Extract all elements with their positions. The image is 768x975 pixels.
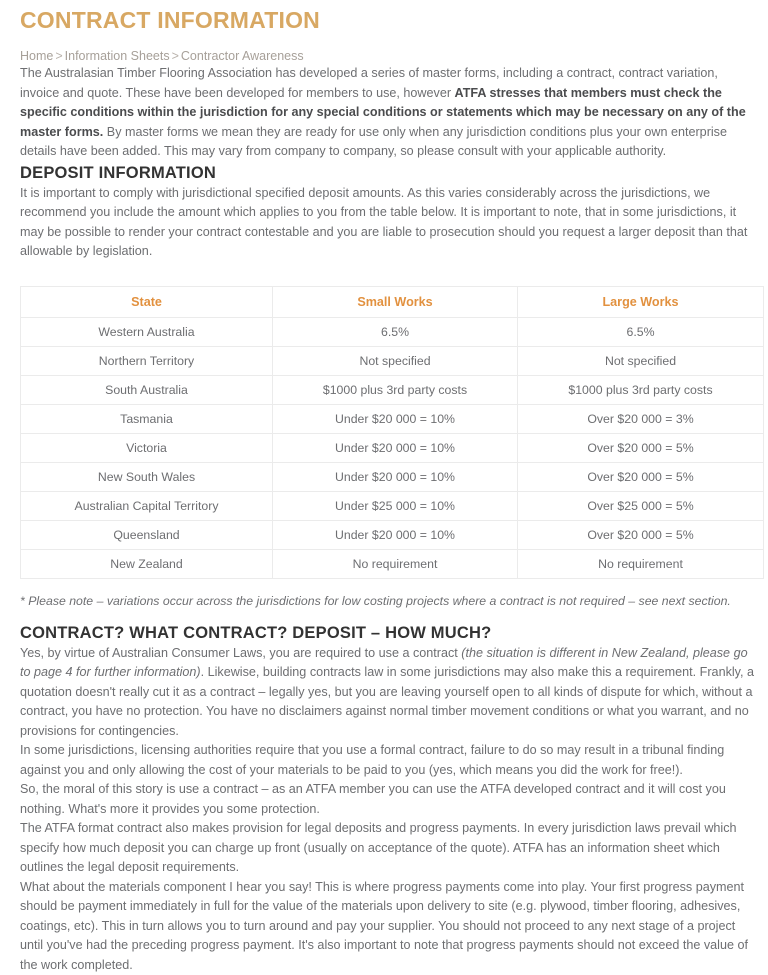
table-row <box>21 491 764 520</box>
cell-large-works: Not specified <box>518 346 764 375</box>
cell-small-works: Not specified <box>273 346 518 375</box>
cell-state: Victoria <box>21 433 273 462</box>
breadcrumb-item-information-sheets[interactable]: Information Sheets <box>64 49 170 63</box>
deposit-section-heading: DEPOSIT INFORMATION <box>20 163 216 182</box>
table-row <box>21 346 764 375</box>
contract-p1-part1: Yes, by virtue of Australian Consumer Laws, you are required to use a contract <box>20 645 462 660</box>
cell-large-works: Over $20 000 = 3% <box>518 404 764 433</box>
contract-p1-italic: (the situation is different in New Zealand, please go to page 4 for further information) <box>20 645 748 680</box>
cell-state: Queensland <box>21 520 273 549</box>
cell-state: Western Australia <box>21 317 273 346</box>
table-row <box>21 462 764 491</box>
cell-state: Australian Capital Territory <box>21 491 273 520</box>
deposit-table <box>20 286 764 579</box>
cell-state: South Australia <box>21 375 273 404</box>
table-row <box>21 433 764 462</box>
column-header-large-works: Large Works <box>518 286 764 317</box>
contract-paragraph-3: So, the moral of this story is use a contract – as an ATFA member you can use the ATFA developed contract and it will cost you nothing. What's more it provides you some protection. <box>20 782 726 816</box>
cell-small-works: No requirement <box>273 549 518 578</box>
cell-small-works: Under $20 000 = 10% <box>273 520 518 549</box>
table-row <box>21 520 764 549</box>
cell-large-works: Over $20 000 = 5% <box>518 433 764 462</box>
column-header-small-works: Small Works <box>273 286 518 317</box>
contract-p1-part2: . Likewise, building contracts law in some jurisdictions may also make this a requirement. Frankly, a quotation doesn't really cut it as a contract – legally yes, but you are leaving yourself open to all kinds of dispute for which, without a contract, you have no protection. You have no disclaimers against normal timber movement conditions or what you warrant, and no provisions for contingencies. <box>20 665 755 738</box>
breadcrumb-separator: > <box>171 49 179 63</box>
intro-text-part2: By master forms we mean they are ready for use only when any jurisdiction conditions plus your own enterprise details have been added. This may vary from company to company, so please consult with your applicable authority. <box>20 124 727 158</box>
intro-text-bold: ATFA stresses that members must check the specific conditions within the jurisdiction for any special conditions or statements which may be necessary on any of the master forms. <box>20 85 746 139</box>
cell-small-works: Under $20 000 = 10% <box>273 404 518 433</box>
cell-small-works: 6.5% <box>273 317 518 346</box>
cell-large-works: Over $25 000 = 5% <box>518 491 764 520</box>
cell-small-works: $1000 plus 3rd party costs <box>273 375 518 404</box>
breadcrumb-item-contractor-awareness: Contractor Awareness <box>180 49 304 63</box>
cell-state: New South Wales <box>21 462 273 491</box>
contract-paragraph-4: The ATFA format contract also makes provision for legal deposits and progress payments. In every jurisdiction laws prevail which specify how much deposit you can charge up front (usually on acceptance of the quote). ATFA has an information sheet which outlines the legal deposit requirements. <box>20 821 737 875</box>
deposit-table-body <box>21 317 764 578</box>
table-footnote: * Please note – variations occur across the jurisdictions for low costing projects where a contract is not required – see next section. <box>20 593 731 608</box>
breadcrumb-separator: > <box>55 49 63 63</box>
column-header-state: State <box>21 286 273 317</box>
contract-section-heading: CONTRACT? WHAT CONTRACT? DEPOSIT – HOW MUCH? <box>20 623 492 642</box>
page-title: CONTRACT INFORMATION <box>20 7 320 33</box>
table-row <box>21 375 764 404</box>
deposit-section-paragraph: It is important to comply with jurisdictional specified deposit amounts. As this varies considerably across the jurisdictions, we recommend you include the amount which applies to you from the table below. It is important to note, that in some jurisdictions, it may be possible to render your contract contestable and you are liable to prosecution should you request a larger deposit than that allowable by legislation. <box>20 185 748 258</box>
cell-small-works: Under $20 000 = 10% <box>273 462 518 491</box>
contract-paragraph-5: What about the materials component I hear you say! This is where progress payments come into play. Your first progress payment should be payment immediately in full for the value of the materials upon delivery to site (e.g. plywood, timber flooring, adhesives, coatings, etc). This in turn allows you to turn around and pay your supplier. You should not proceed to any next stage of a project until you've had the preceding progress payment. It's also important to note that progress payments should not exceed the value of the work completed. <box>20 879 748 972</box>
cell-large-works: No requirement <box>518 549 764 578</box>
intro-text-part1: The Australasian Timber Flooring Association has developed a series of master forms, including a contract, contract variation, invoice and quote. These have been developed for members to use, however <box>20 66 718 100</box>
cell-small-works: Under $25 000 = 10% <box>273 491 518 520</box>
contract-paragraph-2: In some jurisdictions, licensing authorities require that you use a formal contract, failure to do so may result in a tribunal finding against you and only allowing the cost of your materials to be paid to you (yes, which means you did the work for free!). <box>20 743 725 777</box>
cell-small-works: Under $20 000 = 10% <box>273 433 518 462</box>
cell-state: Tasmania <box>21 404 273 433</box>
breadcrumb <box>20 48 758 64</box>
intro-paragraph <box>20 64 758 162</box>
contract-paragraph-1 <box>20 644 758 742</box>
cell-large-works: Over $20 000 = 5% <box>518 462 764 491</box>
cell-large-works: Over $20 000 = 5% <box>518 520 764 549</box>
breadcrumb-item-home[interactable]: Home <box>20 49 54 63</box>
cell-state: New Zealand <box>21 549 273 578</box>
cell-state: Northern Territory <box>21 346 273 375</box>
table-row <box>21 404 764 433</box>
table-header-row <box>21 286 764 317</box>
table-row <box>21 549 764 578</box>
table-row <box>21 317 764 346</box>
cell-large-works: $1000 plus 3rd party costs <box>518 375 764 404</box>
deposit-table-head <box>21 286 764 317</box>
cell-large-works: 6.5% <box>518 317 764 346</box>
